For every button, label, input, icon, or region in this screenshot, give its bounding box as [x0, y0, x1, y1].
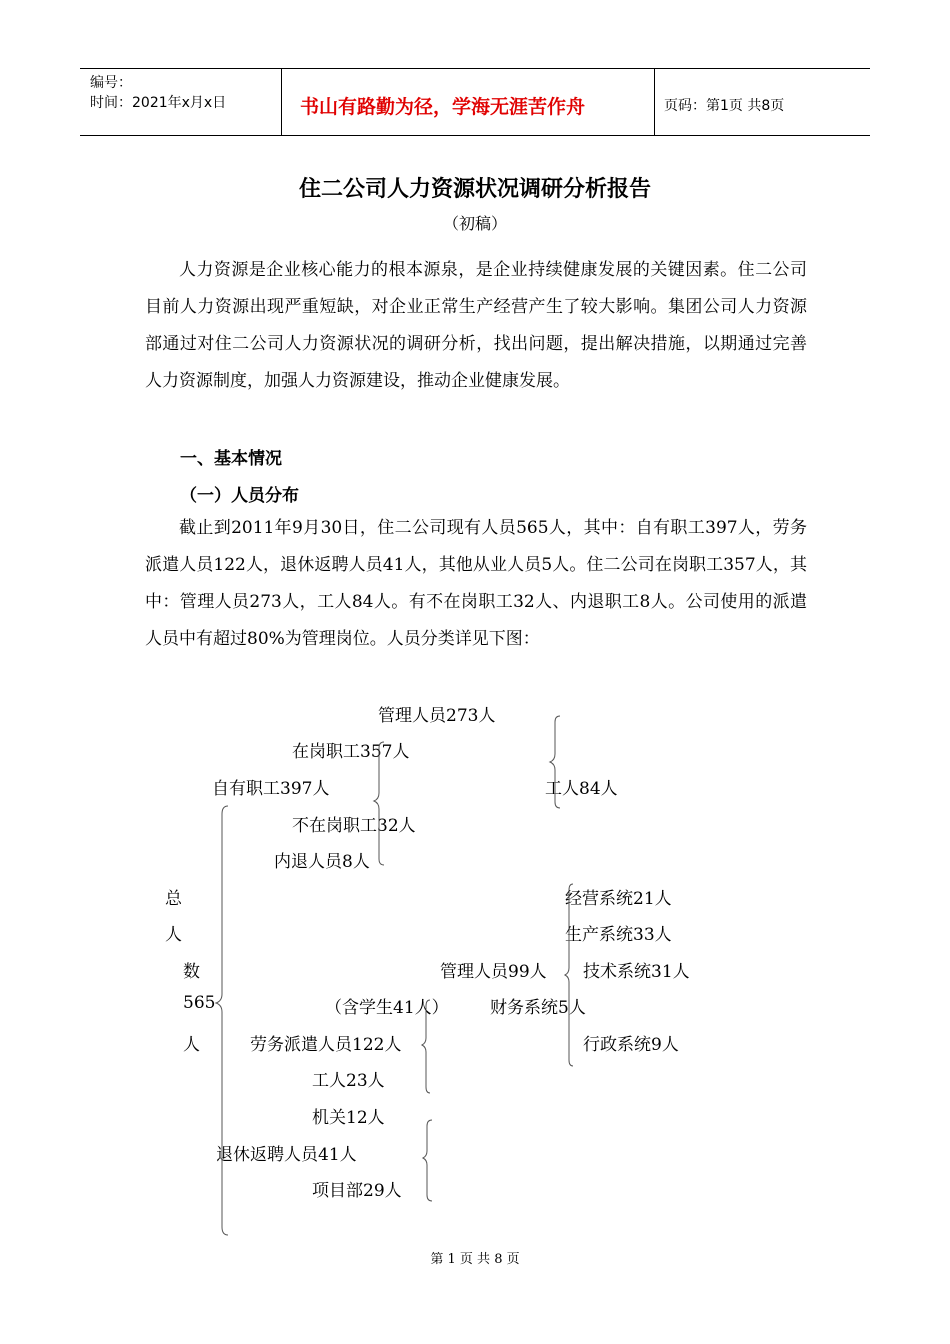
label-own-397: 自有职工397人 — [212, 779, 330, 799]
total-char: 人 — [183, 1035, 200, 1055]
staff-distribution-text: 截止到2011年9月30日，住二公司现有人员565人，其中：自有职工397人，劳务派遣人员122人，退休返聘人员41人，其他从业人员5人。住二公司在岗职工357人，其中：管理人员273人，工人84人。有不在岗职工32人、内退职工8人。公司使用的派遣人员中有超过80%为管理岗位。人员分类详见下图： — [145, 518, 807, 649]
brace-rehired — [423, 1120, 432, 1201]
header-time-label: 时间：2021年x月x日 — [90, 95, 227, 111]
brace-own — [374, 742, 384, 865]
page-footer: 第 1 页 共 8 页 — [430, 1252, 520, 1267]
label-prod-33: 生产系统33人 — [565, 925, 672, 945]
subsection-heading: （一）人员分布 — [180, 486, 299, 506]
brace-onduty — [550, 716, 560, 808]
label-incl-students: （含学生41人） — [325, 998, 449, 1018]
total-char: 565 — [183, 993, 216, 1013]
intro-text: 人力资源是企业核心能力的根本源泉，是企业持续健康发展的关键因素。住二公司目前人力资源出现严重短缺，对企业正常生产经营产生了较大影响。集团公司人力资源部通过对住二公司人力资源状况的调研分析，找出问题，提出解决措施，以期通过完善人力资源制度，加强人力资源建设，推动企业健康发展。 — [145, 260, 807, 391]
total-char: 人 — [165, 925, 182, 945]
label-project-29: 项目部29人 — [312, 1181, 402, 1201]
label-mgmt-273: 管理人员273人 — [378, 706, 496, 726]
header-number-label: 编号： — [90, 75, 132, 91]
label-organ-12: 机关12人 — [312, 1108, 385, 1128]
label-biz-21: 经营系统21人 — [565, 889, 672, 909]
total-char: 数 — [183, 962, 200, 982]
header-page-label: 页码：第1页 共8页 — [664, 98, 785, 114]
total-char: 总 — [165, 889, 182, 909]
label-offduty-32: 不在岗职工32人 — [292, 816, 416, 836]
section-heading: 一、基本情况 — [180, 449, 282, 469]
label-rehired-41: 退休返聘人员41人 — [216, 1145, 357, 1165]
label-admin-9: 行政系统9人 — [583, 1035, 679, 1055]
label-mgmt-99: 管理人员99人 — [440, 962, 547, 982]
brace-dispatch — [422, 1000, 430, 1093]
label-workers-23: 工人23人 — [312, 1071, 385, 1091]
label-finance-5: 财务系统5人 — [490, 998, 586, 1018]
label-onduty-357: 在岗职工357人 — [292, 742, 410, 762]
document-subtitle: （初稿） — [442, 214, 507, 233]
brace-mgmt-99 — [565, 884, 573, 1066]
label-dispatch-122: 劳务派遣人员122人 — [250, 1035, 402, 1055]
label-retired-internal-8: 内退人员8人 — [274, 852, 370, 872]
brace-total — [216, 806, 228, 1235]
label-tech-31: 技术系统31人 — [583, 962, 690, 982]
document-title: 住二公司人力资源状况调研分析报告 — [298, 177, 651, 202]
header-motto: 书山有路勤为径，学海无涯苦作舟 — [300, 96, 586, 118]
label-workers-84: 工人84人 — [545, 779, 618, 799]
